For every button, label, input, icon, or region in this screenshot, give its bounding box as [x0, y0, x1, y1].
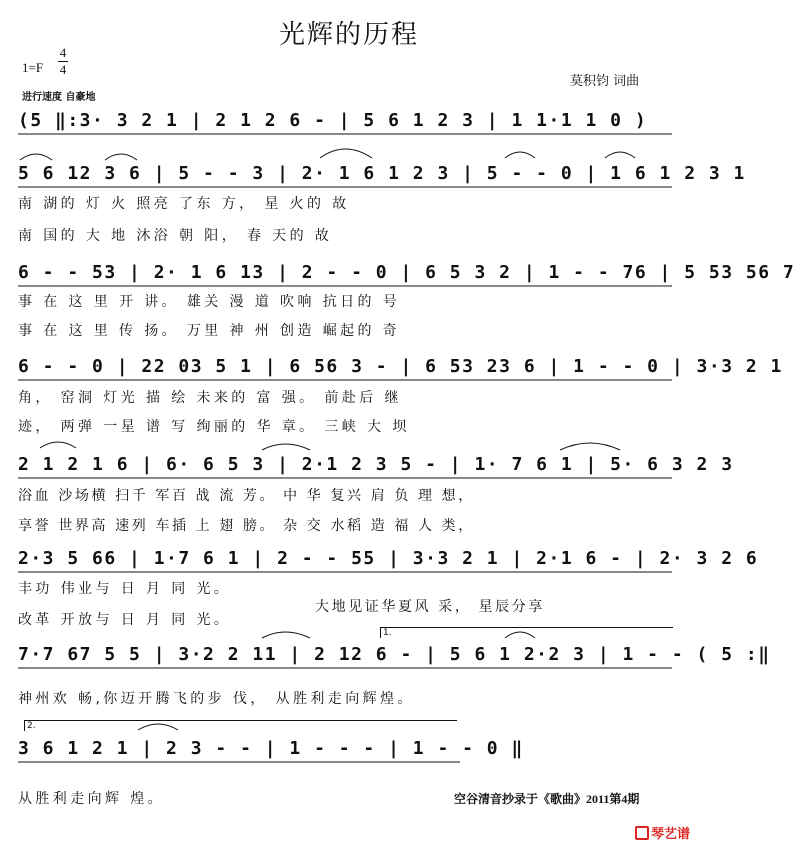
slur-5 [605, 152, 635, 158]
staff-line-3: 6 - - 53 | 2· 1 6 13 | 2 - - 0 | 6 5 3 2 | 1 - - 76 | 5 53 56 7 [18, 262, 795, 283]
lyric-line-9: 丰功 伟业与 日 月 同 光。 [18, 581, 232, 597]
slur-8 [560, 443, 620, 450]
staff-line-4: 6 - - 0 | 22 03 5 1 | 6 56 3 - | 6 53 23 6 | 1 - - 0 | 3·3 2 1 [18, 356, 783, 377]
composer: 莫积钧 词曲 [570, 74, 640, 89]
slur-6 [40, 442, 76, 448]
lyric-line-8: 享誉 世界高 速列 车插 上 翅 膀。 杂 交 水稻 造 福 人 类， [18, 518, 475, 534]
time-sig-bottom: 4 [59, 62, 67, 77]
slur-2 [105, 154, 137, 160]
slur-3 [320, 149, 372, 158]
staff-line-2: 5 6 12 3 6 | 5 - - 3 | 2· 1 6 1 2 3 | 5 - - 0 | 1 6 1 2 3 1 [18, 163, 746, 184]
slur-10 [505, 632, 535, 638]
source-credit: 空谷清音抄录于《歌曲》2011第4期 [454, 792, 640, 806]
lyric-line-4: 事 在 这 里 传 扬。 万里 神 州 创造 崛起的 奇 [18, 323, 401, 339]
slur-1 [20, 154, 52, 160]
logo-text: 琴艺谱 [650, 827, 690, 842]
staff-line-6: 2·3 5 66 | 1·7 6 1 | 2 - - 55 | 3·3 2 1 | 2·1 6 - | 2· 3 2 6 [18, 548, 759, 569]
volta-1: 1. [380, 627, 673, 638]
lyric-line-13: 从胜利走向辉 煌。 [18, 791, 166, 807]
lyric-line-11: 改革 开放与 日 月 同 光。 [18, 612, 232, 628]
staff-line-7: 7·7 67 5 5 | 3·2 2 11 | 2 12 6 - | 5 6 1 2·2 3 | 1 - - ( 5 :‖ [18, 644, 771, 665]
lyric-line-3: 事 在 这 里 开 讲。 雄关 漫 道 吹响 抗日的 号 [18, 294, 401, 310]
lyric-line-6: 迹， 两弹 一星 谱 写 绚丽的 华 章。 三峡 大 坝 [18, 419, 410, 435]
song-title: 光辉的历程 [278, 20, 419, 50]
volta-2: 2. [24, 720, 457, 731]
slur-11 [138, 724, 178, 730]
slur-7 [262, 444, 310, 450]
staff-line-1: (5 ‖:3· 3 2 1 | 2 1 2 6 - | 5 6 1 2 3 | 1 1·1 1 0 ) [18, 110, 648, 131]
slur-9 [262, 632, 310, 638]
lyric-line-2: 南 国的 大 地 沐浴 朝 阳， 春 天的 故 [18, 228, 333, 244]
key-signature: 1=F [22, 60, 44, 75]
lyric-line-5: 角， 窑洞 灯光 描 绘 未来的 富 强。 前赴后 继 [18, 390, 402, 406]
time-sig-top: 4 [59, 45, 67, 60]
tempo-marking: 进行速度 自豪地 [22, 92, 96, 103]
staff-line-5: 2 1 2 1 6 | 6· 6 5 3 | 2·1 2 3 5 - | 1· 7 6 1 | 5· 6 3 2 3 [18, 454, 734, 475]
slur-4 [505, 152, 535, 158]
staff-line-8: 3 6 1 2 1 | 2 3 - - | 1 - - - | 1 - - 0 ‖ [18, 738, 524, 759]
lyric-line-10: 大地见证华夏风 采， 星辰分享 [315, 599, 545, 615]
lyric-line-7: 浴血 沙场横 扫千 军百 战 流 芳。 中 华 复兴 肩 负 理 想， [18, 488, 475, 504]
lyric-line-1: 南 湖的 灯 火 照亮 了东 方， 星 火的 故 [18, 196, 350, 212]
lyric-line-12: 神州欢 畅,你迈开腾飞的步 伐， 从胜利走向辉煌。 [18, 691, 415, 707]
